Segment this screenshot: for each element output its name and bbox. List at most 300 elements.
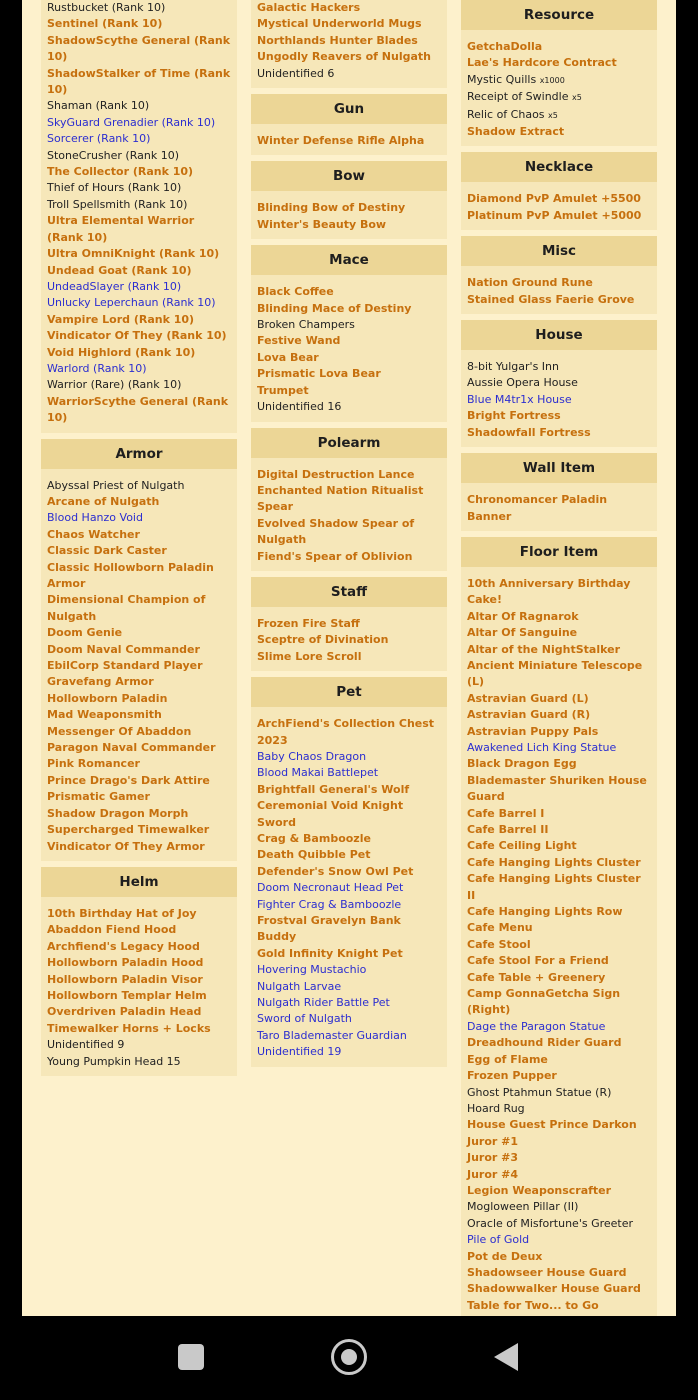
- item-name: Gravefang Armor: [47, 675, 154, 689]
- item-name: WarriorScythe General (Rank 10): [47, 394, 229, 425]
- item-name: Northlands Hunter Blades: [257, 33, 418, 47]
- list-item[interactable]: [257, 366, 441, 382]
- item-name: Hollowborn Paladin: [47, 691, 168, 705]
- item-name: Digital Destruction Lance: [257, 467, 415, 481]
- list-item[interactable]: [467, 1068, 651, 1084]
- item-name: Galactic Hackers: [257, 1, 361, 14]
- item-name: Broken Champers: [257, 318, 355, 332]
- item-name: Vindicator Of They (Rank 10): [47, 329, 227, 343]
- item-name: Black Dragon Egg: [467, 757, 577, 771]
- item-name: Classic Hollowborn Paladin Armor: [47, 560, 214, 590]
- item-list: [461, 30, 657, 146]
- list-item[interactable]: [47, 972, 231, 988]
- list-item: [257, 399, 441, 415]
- item-name: Overdriven Paladin Head: [47, 1005, 202, 1019]
- list-item[interactable]: [467, 937, 651, 953]
- item-name: Astravian Puppy Pals: [467, 724, 599, 738]
- list-item[interactable]: [257, 782, 441, 798]
- item-name: Enchanted Nation Ritualist Spear: [257, 483, 424, 514]
- item-name: Timewalker Horns + Locks: [47, 1021, 211, 1035]
- item-name: Fighter Crag & Bamboozle: [257, 897, 402, 911]
- list-item[interactable]: [257, 1044, 441, 1060]
- list-item[interactable]: [467, 39, 651, 55]
- item-name: Lae's Hardcore Contract: [467, 56, 617, 70]
- list-item[interactable]: [467, 124, 651, 140]
- list-item[interactable]: [47, 115, 231, 131]
- list-item[interactable]: [47, 756, 231, 772]
- list-item[interactable]: [47, 394, 231, 427]
- panel-continued-1: [251, 0, 447, 88]
- list-item[interactable]: [467, 806, 651, 822]
- list-item[interactable]: [467, 1249, 651, 1265]
- item-name: Festive Wand: [257, 334, 341, 348]
- panel-resource: [461, 0, 657, 146]
- list-item[interactable]: [47, 213, 231, 246]
- list-item[interactable]: [47, 510, 231, 526]
- list-item[interactable]: [257, 649, 441, 665]
- item-name: Blademaster Shuriken House Guard: [467, 773, 647, 804]
- item-name: UndeadSlayer (Rank 10): [47, 279, 182, 293]
- list-item[interactable]: [467, 724, 651, 740]
- panel-bow: [251, 161, 447, 239]
- item-name: Evolved Shadow Spear of Nulgath: [257, 516, 415, 547]
- list-item[interactable]: [257, 301, 441, 317]
- list-item[interactable]: [47, 773, 231, 789]
- list-item[interactable]: [257, 350, 441, 366]
- list-item[interactable]: [257, 1028, 441, 1044]
- item-list: [461, 266, 657, 314]
- panel-helm: [41, 867, 237, 1076]
- item-name: Hollowborn Paladin Hood: [47, 956, 204, 970]
- list-item[interactable]: [467, 756, 651, 772]
- list-item[interactable]: [47, 263, 231, 279]
- list-item[interactable]: [257, 616, 441, 632]
- list-item[interactable]: [467, 191, 651, 207]
- list-item[interactable]: [47, 592, 231, 625]
- item-name: Table for Two... to Go: [467, 1298, 599, 1312]
- item-name: Dage the Paragon Statue: [467, 1019, 606, 1033]
- list-item[interactable]: [257, 847, 441, 863]
- list-item[interactable]: [467, 871, 651, 904]
- list-item[interactable]: [257, 765, 441, 781]
- item-name: Ceremonial Void Knight Sword: [257, 799, 404, 829]
- list-item: [467, 359, 651, 375]
- item-name: Arcane of Nulgath: [47, 494, 160, 508]
- list-item[interactable]: [47, 361, 231, 377]
- list-item[interactable]: [47, 740, 231, 756]
- item-name: Bright Fortress: [467, 409, 561, 423]
- list-item: [47, 180, 231, 196]
- list-item: [467, 1216, 651, 1232]
- list-item[interactable]: [257, 749, 441, 765]
- list-item[interactable]: [257, 333, 441, 349]
- list-item: [47, 98, 231, 114]
- panel-title: Resource: [461, 0, 657, 30]
- item-name: Juror #1: [467, 1134, 519, 1148]
- panel-floor-item: [461, 537, 657, 1386]
- item-name: Dreadhound Rider Guard: [467, 1036, 622, 1050]
- list-item[interactable]: [47, 66, 231, 99]
- item-list: [251, 275, 447, 421]
- list-item[interactable]: [467, 691, 651, 707]
- item-name: Cafe Menu: [467, 921, 533, 935]
- list-item[interactable]: [257, 946, 441, 962]
- list-item[interactable]: [467, 953, 651, 969]
- item-quantity: x1000: [539, 75, 565, 85]
- panel-title: Armor: [41, 439, 237, 469]
- panel-house: [461, 320, 657, 447]
- item-name: House Guest Prince Darkon: [467, 1118, 637, 1132]
- list-item[interactable]: [257, 716, 441, 749]
- android-navigation-bar: [0, 1316, 698, 1400]
- item-name: Ghost Ptahmun Statue (R): [467, 1085, 612, 1099]
- item-name: Stained Glass Faerie Grove: [467, 292, 635, 306]
- list-item[interactable]: [467, 658, 651, 691]
- item-list: [251, 191, 447, 239]
- list-item[interactable]: [257, 549, 441, 565]
- item-name: Ultra OmniKnight (Rank 10): [47, 247, 220, 261]
- list-item: [467, 1199, 651, 1215]
- item-list: [251, 458, 447, 571]
- item-name: Camp GonnaGetcha Sign (Right): [467, 987, 621, 1017]
- item-name: Trumpet: [257, 383, 309, 397]
- list-item[interactable]: [257, 516, 441, 549]
- list-item[interactable]: [257, 798, 441, 831]
- list-item[interactable]: [467, 970, 651, 986]
- item-name: Cafe Stool For a Friend: [467, 954, 609, 968]
- list-item: [467, 107, 651, 124]
- list-item[interactable]: [467, 1019, 651, 1035]
- list-item[interactable]: [467, 1265, 651, 1281]
- list-item[interactable]: [47, 822, 231, 838]
- item-name: 8-bit Yulgar's Inn: [467, 360, 559, 374]
- item-name: Legion Weaponscrafter: [467, 1183, 612, 1197]
- item-name: Void Highlord (Rank 10): [47, 345, 196, 359]
- list-item[interactable]: [47, 295, 231, 311]
- item-name: Astravian Guard (R): [467, 708, 591, 722]
- item-list: [41, 469, 237, 861]
- item-name: Abyssal Priest of Nulgath: [47, 478, 185, 492]
- list-item[interactable]: [467, 642, 651, 658]
- list-item[interactable]: [47, 16, 231, 32]
- list-item[interactable]: [257, 483, 441, 516]
- list-item[interactable]: [467, 392, 651, 408]
- list-item[interactable]: [467, 576, 651, 609]
- list-item[interactable]: [47, 707, 231, 723]
- item-name: Pink Romancer: [47, 757, 140, 771]
- list-item[interactable]: [467, 55, 651, 71]
- list-item[interactable]: [257, 133, 441, 149]
- item-name: Archfiend's Legacy Hood: [47, 939, 200, 953]
- list-item: [257, 317, 441, 333]
- item-name: Unidentified 6: [257, 66, 335, 80]
- item-name: Altar Of Ragnarok: [467, 609, 579, 623]
- item-list: [251, 124, 447, 155]
- list-item[interactable]: [47, 724, 231, 740]
- item-name: Shadowfall Fortress: [467, 425, 591, 439]
- list-item[interactable]: [47, 806, 231, 822]
- item-name: Defender's Snow Owl Pet: [257, 864, 414, 878]
- item-name: Blinding Mace of Destiny: [257, 301, 412, 315]
- list-item[interactable]: [47, 955, 231, 971]
- list-item[interactable]: [467, 492, 651, 525]
- list-item[interactable]: [257, 217, 441, 233]
- list-item[interactable]: [47, 312, 231, 328]
- item-name: Ungodly Reavers of Nulgath: [257, 50, 431, 64]
- item-name: Ultra Elemental Warrior (Rank 10): [47, 214, 195, 244]
- item-name: Lova Bear: [257, 350, 319, 364]
- list-item[interactable]: [47, 625, 231, 641]
- item-name: Classic Dark Caster: [47, 544, 167, 558]
- item-list: [461, 182, 657, 230]
- item-name: Mystical Underworld Mugs: [257, 17, 422, 31]
- list-item[interactable]: [467, 773, 651, 806]
- panel-title: Wall Item: [461, 453, 657, 483]
- panel-title: Pet: [251, 677, 447, 707]
- list-item[interactable]: [47, 642, 231, 658]
- list-item[interactable]: [467, 1167, 651, 1183]
- list-item[interactable]: [467, 609, 651, 625]
- list-item[interactable]: [47, 164, 231, 180]
- list-item[interactable]: [47, 691, 231, 707]
- item-name: Chaos Watcher: [47, 527, 140, 541]
- list-item[interactable]: [467, 1134, 651, 1150]
- panel-misc: [461, 236, 657, 314]
- panel-wall-item: [461, 453, 657, 531]
- panel-staff: [251, 577, 447, 671]
- item-name: Aussie Opera House: [467, 376, 578, 390]
- list-item[interactable]: [467, 1183, 651, 1199]
- list-item[interactable]: [257, 831, 441, 847]
- list-item[interactable]: [257, 200, 441, 216]
- list-item[interactable]: [47, 674, 231, 690]
- item-name: Unidentified 9: [47, 1038, 125, 1052]
- item-name: Blue M4tr1x House: [467, 392, 572, 406]
- list-item[interactable]: [467, 625, 651, 641]
- item-name: ShadowScythe General (Rank 10): [47, 33, 231, 64]
- list-item[interactable]: [467, 1052, 651, 1068]
- list-item[interactable]: [467, 275, 651, 291]
- item-name: Sorcerer (Rank 10): [47, 132, 151, 146]
- list-item[interactable]: [47, 543, 231, 559]
- item-name: Slime Lore Scroll: [257, 649, 362, 663]
- list-item: [47, 148, 231, 164]
- item-name: The Collector (Rank 10): [47, 165, 194, 179]
- list-item[interactable]: [47, 906, 231, 922]
- item-name: Prince Drago's Dark Attire: [47, 773, 210, 787]
- list-item: [467, 72, 651, 89]
- list-item[interactable]: [467, 740, 651, 756]
- list-item[interactable]: [257, 284, 441, 300]
- list-item[interactable]: [257, 979, 441, 995]
- list-item[interactable]: [467, 1035, 651, 1051]
- list-item[interactable]: [47, 939, 231, 955]
- list-item[interactable]: [257, 962, 441, 978]
- list-item[interactable]: [47, 1004, 231, 1020]
- item-name: Diamond PvP Amulet +5500: [467, 192, 641, 206]
- list-item[interactable]: [467, 1150, 651, 1166]
- item-name: Paragon Naval Commander: [47, 741, 216, 755]
- list-item[interactable]: [467, 1232, 651, 1248]
- list-item[interactable]: [467, 425, 651, 441]
- item-name: Receipt of Swindle: [467, 90, 569, 104]
- item-name: Hollowborn Templar Helm: [47, 988, 207, 1002]
- list-item[interactable]: [467, 904, 651, 920]
- list-item[interactable]: [467, 855, 651, 871]
- item-name: Taro Blademaster Guardian: [257, 1028, 407, 1042]
- item-name: Vindicator Of They Armor: [47, 839, 205, 853]
- list-item[interactable]: [257, 383, 441, 399]
- list-item[interactable]: [47, 345, 231, 361]
- item-name: 10th Anniversary Birthday Cake!: [467, 576, 631, 607]
- list-item: [467, 1085, 651, 1101]
- list-item[interactable]: [257, 864, 441, 880]
- item-name: Unidentified 19: [257, 1045, 342, 1059]
- item-name: Frozen Pupper: [467, 1069, 557, 1083]
- panel-polearm: [251, 428, 447, 571]
- item-name: SkyGuard Grenadier (Rank 10): [47, 115, 216, 129]
- panel-title: Bow: [251, 161, 447, 191]
- list-item[interactable]: [257, 913, 441, 946]
- item-name: Shadow Extract: [467, 125, 565, 139]
- list-item: [467, 1101, 651, 1117]
- list-item[interactable]: [47, 328, 231, 344]
- item-name: Fiend's Spear of Oblivion: [257, 549, 413, 563]
- list-item[interactable]: [47, 1021, 231, 1037]
- panel-pet: [251, 677, 447, 1067]
- list-item[interactable]: [47, 246, 231, 262]
- list-item[interactable]: [47, 494, 231, 510]
- panel-title: Floor Item: [461, 537, 657, 567]
- panel-continued-0: [41, 0, 237, 433]
- list-item[interactable]: [47, 839, 231, 855]
- recents-square-icon[interactable]: [178, 1344, 204, 1370]
- list-item[interactable]: [257, 632, 441, 648]
- column-right: [461, 0, 657, 1392]
- list-item[interactable]: [47, 922, 231, 938]
- item-name: Pot de Deux: [467, 1249, 543, 1263]
- item-name: Sceptre of Divination: [257, 633, 389, 647]
- list-item: [467, 89, 651, 106]
- back-triangle-icon[interactable]: [494, 1343, 518, 1371]
- item-list: [41, 897, 237, 1076]
- list-item: [47, 0, 231, 16]
- panel-mace: [251, 245, 447, 421]
- list-item: [467, 375, 651, 391]
- item-name: Cafe Barrel II: [467, 823, 549, 836]
- item-name: ArchFiend's Collection Chest 2023: [257, 717, 435, 747]
- column-middle: [251, 0, 447, 1073]
- item-name: Crag & Bamboozle: [257, 832, 371, 845]
- item-name: Frostval Gravelyn Bank Buddy: [257, 914, 401, 944]
- list-item[interactable]: [47, 560, 231, 593]
- item-name: Cafe Hanging Lights Cluster II: [467, 872, 641, 902]
- item-quantity: x5: [572, 93, 582, 103]
- list-item[interactable]: [47, 988, 231, 1004]
- item-name: Chronomancer Paladin Banner: [467, 493, 608, 523]
- item-name: Shadow Dragon Morph: [47, 806, 189, 820]
- item-name: Cafe Ceiling Light: [467, 839, 577, 853]
- panel-title: Staff: [251, 577, 447, 607]
- list-item[interactable]: [257, 897, 441, 913]
- item-name: Juror #4: [467, 1167, 519, 1181]
- item-name: Platinum PvP Amulet +5000: [467, 208, 642, 222]
- item-name: Warlord (Rank 10): [47, 361, 147, 375]
- list-item[interactable]: [467, 208, 651, 224]
- item-name: Mad Weaponsmith: [47, 708, 162, 722]
- item-name: Warrior (Rare) (Rank 10): [47, 378, 182, 392]
- list-item: [47, 478, 231, 494]
- inventory-page: [22, 0, 676, 1316]
- item-name: Nulgath Rider Battle Pet: [257, 996, 390, 1010]
- item-name: Astravian Guard (L): [467, 691, 589, 705]
- list-item[interactable]: [257, 33, 441, 49]
- list-item[interactable]: [467, 1281, 651, 1297]
- list-item[interactable]: [467, 1298, 651, 1314]
- item-list: [251, 607, 447, 671]
- item-name: Dimensional Champion of Nulgath: [47, 593, 206, 623]
- list-item[interactable]: [467, 838, 651, 854]
- list-item[interactable]: [257, 0, 441, 16]
- item-name: Young Pumpkin Head 15: [47, 1054, 181, 1068]
- panel-title: Gun: [251, 94, 447, 124]
- list-item[interactable]: [467, 707, 651, 723]
- panel-title: Mace: [251, 245, 447, 275]
- list-item[interactable]: [47, 527, 231, 543]
- item-name: Baby Chaos Dragon: [257, 749, 367, 763]
- list-item[interactable]: [47, 789, 231, 805]
- list-item[interactable]: [257, 995, 441, 1011]
- list-item[interactable]: [257, 467, 441, 483]
- item-name: Unlucky Leperchaun (Rank 10): [47, 296, 216, 310]
- list-item[interactable]: [467, 986, 651, 1019]
- item-name: StoneCrusher (Rank 10): [47, 148, 179, 162]
- item-name: Vampire Lord (Rank 10): [47, 312, 195, 326]
- list-item[interactable]: [257, 1011, 441, 1027]
- item-name: Ancient Miniature Telescope (L): [467, 658, 643, 689]
- item-name: Awakened Lich King Statue: [467, 740, 617, 754]
- item-name: Blinding Bow of Destiny: [257, 201, 406, 215]
- item-name: Nation Ground Rune: [467, 276, 593, 290]
- panel-title: House: [461, 320, 657, 350]
- list-item: [47, 377, 231, 393]
- item-name: Hoard Rug: [467, 1101, 525, 1115]
- list-item[interactable]: [467, 822, 651, 838]
- list-item: [257, 66, 441, 82]
- list-item[interactable]: [47, 279, 231, 295]
- panel-gun: [251, 94, 447, 155]
- list-item[interactable]: [47, 131, 231, 147]
- list-item[interactable]: [467, 1117, 651, 1133]
- list-item[interactable]: [257, 16, 441, 32]
- list-item[interactable]: [257, 49, 441, 65]
- home-circle-icon[interactable]: [331, 1339, 367, 1375]
- list-item[interactable]: [47, 33, 231, 66]
- list-item[interactable]: [257, 880, 441, 896]
- item-name: Frozen Fire Staff: [257, 616, 360, 630]
- list-item[interactable]: [47, 658, 231, 674]
- list-item: [47, 1037, 231, 1053]
- list-item[interactable]: [467, 920, 651, 936]
- list-item[interactable]: [467, 408, 651, 424]
- item-name: Nulgath Larvae: [257, 979, 342, 993]
- item-name: Juror #3: [467, 1151, 519, 1165]
- item-list: [41, 0, 237, 433]
- item-name: Egg of Flame: [467, 1052, 548, 1066]
- item-name: Prismatic Gamer: [47, 790, 150, 804]
- list-item[interactable]: [467, 292, 651, 308]
- item-name: Unidentified 16: [257, 400, 342, 414]
